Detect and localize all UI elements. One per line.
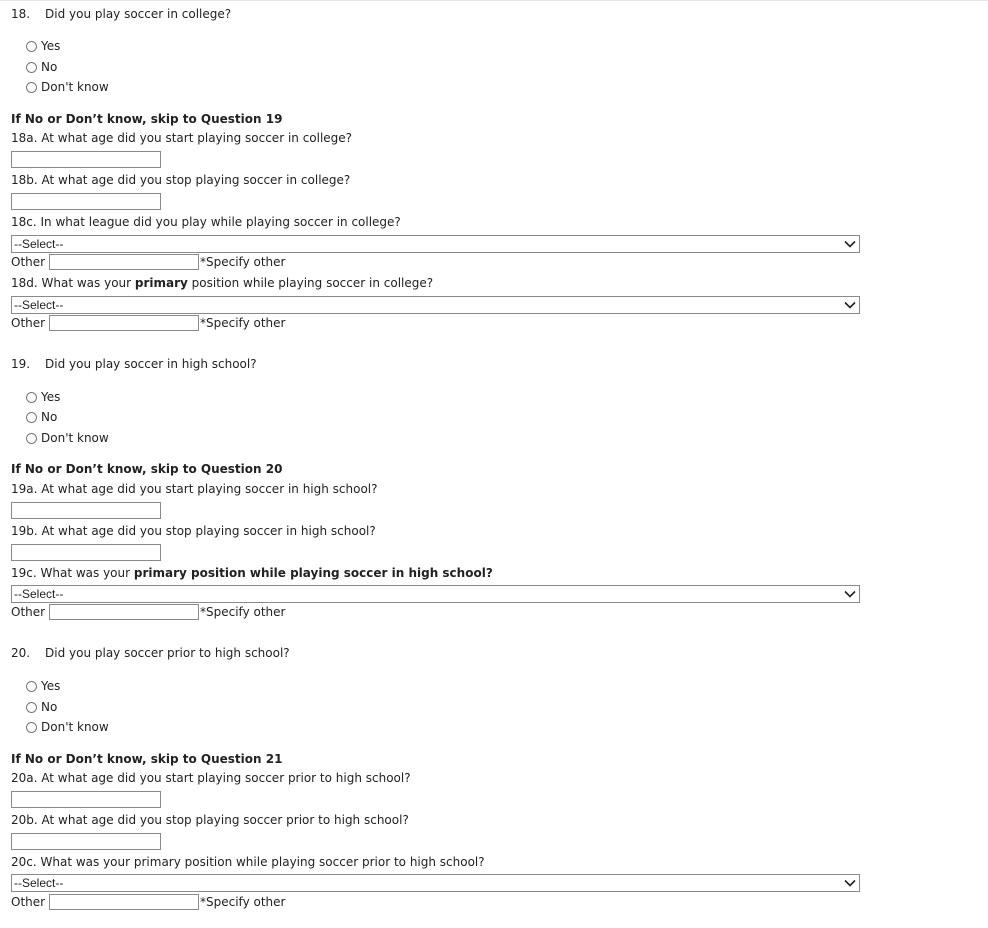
question-number: 18. [11, 7, 31, 21]
question-text: 18d. What was your [11, 276, 135, 290]
position-select[interactable] [11, 874, 860, 892]
other-input[interactable] [49, 315, 199, 331]
stop-age-input[interactable] [11, 544, 161, 561]
question-text: position while playing soccer in college? [187, 276, 434, 290]
question-number: 19. [11, 357, 31, 371]
question-text: Did you play soccer in high school? [45, 357, 257, 371]
skip-instruction: If No or Don’t know, skip to Question 19 [11, 112, 283, 126]
specify-other-label: *Specify other [200, 316, 286, 330]
start-age-input[interactable] [11, 151, 161, 168]
question-20a: 20a. At what age did you start playing soccer prior to high school? [11, 771, 411, 785]
radio-unchecked-icon[interactable] [26, 412, 37, 423]
stop-age-input[interactable] [11, 193, 161, 210]
position-select[interactable] [11, 296, 860, 314]
radio-label: No [41, 700, 58, 714]
question-18 [11, 7, 231, 21]
question-18d [11, 276, 433, 290]
other-label: Other [11, 605, 46, 619]
question-20c: 20c. What was your primary position while playing soccer prior to high school? [11, 855, 485, 869]
radio-unchecked-icon[interactable] [26, 433, 37, 444]
radio-label: Don't know [41, 431, 109, 445]
radio-unchecked-icon[interactable] [26, 82, 37, 93]
other-label: Other [11, 255, 46, 269]
radio-label: Don't know [41, 80, 109, 94]
question-19b: 19b. At what age did you stop playing soccer in high school? [11, 524, 376, 538]
other-label: Other [11, 895, 46, 909]
radio-unchecked-icon[interactable] [26, 392, 37, 403]
other-label: Other [11, 316, 46, 330]
league-select[interactable] [11, 235, 860, 253]
skip-instruction: If No or Don’t know, skip to Question 20 [11, 462, 283, 476]
radio-option-dont-know[interactable] [26, 80, 109, 94]
position-select[interactable] [11, 585, 860, 603]
radio-label: Don't know [41, 720, 109, 734]
question-19c [11, 566, 493, 580]
stop-age-input[interactable] [11, 833, 161, 850]
radio-unchecked-icon[interactable] [26, 722, 37, 733]
chevron-down-icon [843, 298, 857, 312]
radio-option-no[interactable] [26, 700, 57, 714]
chevron-down-icon [843, 876, 857, 890]
other-input[interactable] [49, 894, 199, 910]
other-input[interactable] [49, 604, 199, 620]
radio-unchecked-icon[interactable] [26, 41, 37, 52]
radio-unchecked-icon[interactable] [26, 702, 37, 713]
radio-option-yes[interactable] [26, 39, 60, 53]
radio-unchecked-icon[interactable] [26, 62, 37, 73]
radio-option-yes[interactable] [26, 390, 60, 404]
question-emphasis: primary [134, 276, 188, 290]
question-18b: 18b. At what age did you stop playing soccer in college? [11, 173, 351, 187]
question-text: Did you play soccer in college? [45, 7, 232, 21]
select-value: --Select-- [14, 237, 64, 251]
radio-label: No [41, 60, 58, 74]
start-age-input[interactable] [11, 791, 161, 808]
select-value: --Select-- [14, 298, 64, 312]
chevron-down-icon [843, 587, 857, 601]
question-emphasis: primary position while playing soccer in high school? [133, 566, 493, 580]
question-18a: 18a. At what age did you start playing soccer in college? [11, 131, 353, 145]
select-value: --Select-- [14, 876, 64, 890]
specify-other-label: *Specify other [200, 895, 286, 909]
radio-option-no[interactable] [26, 410, 57, 424]
skip-instruction: If No or Don’t know, skip to Question 21 [11, 752, 283, 766]
question-20b: 20b. At what age did you stop playing soccer prior to high school? [11, 813, 409, 827]
question-20 [11, 646, 290, 660]
chevron-down-icon [843, 237, 857, 251]
radio-label: No [41, 410, 58, 424]
question-19a: 19a. At what age did you start playing soccer in high school? [11, 482, 378, 496]
radio-option-yes[interactable] [26, 679, 60, 693]
radio-label: Yes [41, 39, 61, 53]
question-19 [11, 357, 257, 371]
question-18c: 18c. In what league did you play while playing soccer in college? [11, 215, 401, 229]
specify-other-label: *Specify other [200, 605, 286, 619]
select-value: --Select-- [14, 587, 64, 601]
radio-unchecked-icon[interactable] [26, 681, 37, 692]
start-age-input[interactable] [11, 502, 161, 519]
radio-option-dont-know[interactable] [26, 431, 109, 445]
specify-other-label: *Specify other [200, 255, 286, 269]
radio-label: Yes [41, 390, 61, 404]
question-text: Did you play soccer prior to high school? [45, 646, 290, 660]
radio-label: Yes [41, 679, 61, 693]
other-input[interactable] [49, 254, 199, 270]
question-text: 19c. What was your [11, 566, 134, 580]
radio-option-dont-know[interactable] [26, 720, 109, 734]
radio-option-no[interactable] [26, 60, 57, 74]
question-number: 20. [11, 646, 31, 660]
